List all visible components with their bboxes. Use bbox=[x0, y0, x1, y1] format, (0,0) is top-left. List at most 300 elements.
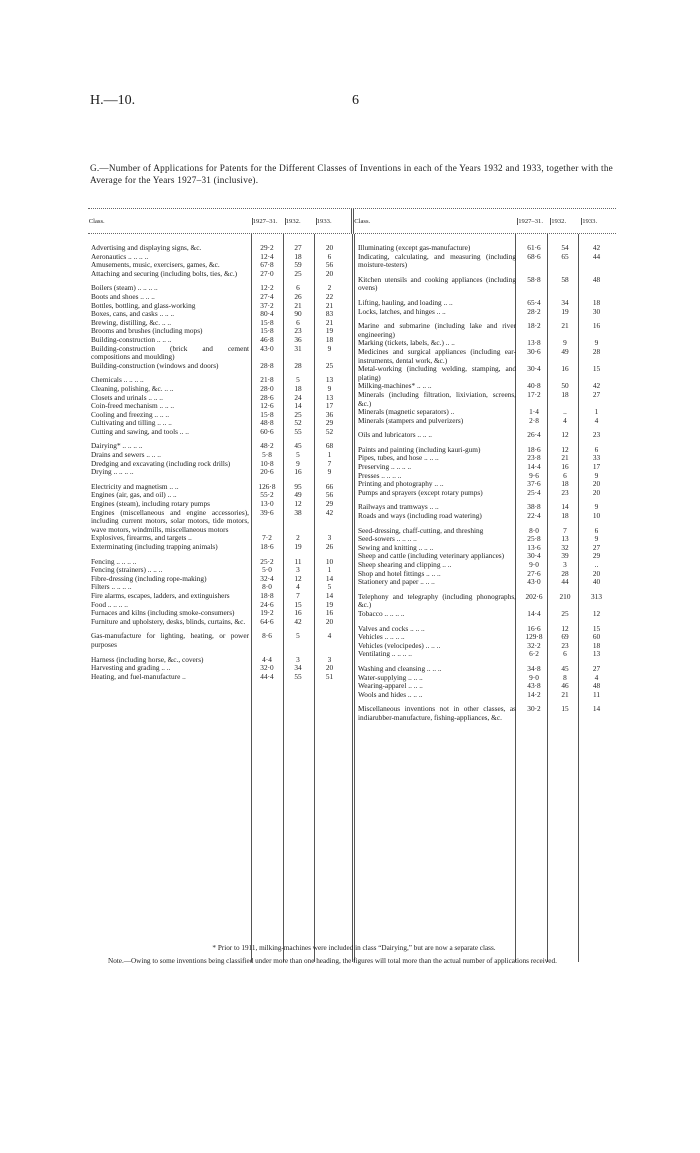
value-1932: 21 bbox=[561, 689, 569, 699]
value-1932: 25 bbox=[294, 268, 302, 278]
value-1933: 16 bbox=[325, 608, 334, 618]
value-1932: 24 bbox=[294, 392, 302, 402]
value-1933: 22 bbox=[325, 291, 334, 301]
value-1932: 18 bbox=[561, 511, 569, 521]
value-1933: 44 bbox=[592, 251, 601, 261]
average-value: 30·2 bbox=[527, 704, 541, 714]
class-name: Seed-sowers .. .. .. .. bbox=[358, 534, 417, 544]
average-value: 15·8 bbox=[260, 317, 274, 327]
value-1933: 20 bbox=[325, 268, 334, 278]
value-1932: 45 bbox=[294, 441, 302, 451]
table-row bbox=[88, 362, 352, 371]
value-1932: 6 bbox=[563, 470, 567, 480]
class-name: Engines (steam), including rotary pumps bbox=[91, 499, 210, 509]
class-name: Heating, and fuel-manufacture .. bbox=[91, 671, 186, 681]
value-1932: 210 bbox=[559, 591, 571, 601]
value-1932: 15 bbox=[294, 599, 302, 609]
value-1932: 19 bbox=[294, 542, 302, 551]
class-name: Fencing (strainers) .. .. .. bbox=[91, 565, 163, 575]
value-1933: 13 bbox=[325, 375, 334, 385]
value-1933: 48 bbox=[592, 681, 601, 691]
value-1933: 83 bbox=[325, 309, 334, 319]
value-1932: 34 bbox=[294, 663, 302, 673]
value-1932: 4 bbox=[563, 415, 567, 425]
value-1933: 9 bbox=[327, 467, 332, 477]
value-1933: 21 bbox=[325, 300, 334, 310]
value-1932: 46 bbox=[561, 681, 569, 691]
class-name: Paints and painting (including kauri-gum) bbox=[358, 444, 481, 454]
value-1933: 15 bbox=[592, 623, 601, 633]
class-name: Vehicles (velocipedes) .. .. .. bbox=[358, 640, 441, 650]
value-1933: 1 bbox=[594, 407, 599, 417]
average-value: 48·8 bbox=[260, 418, 274, 428]
class-name: Wearing-apparel .. .. .. bbox=[358, 681, 423, 691]
value-1933: 4 bbox=[327, 631, 332, 641]
value-1932: 3 bbox=[296, 565, 300, 575]
header-average: 1927–31. bbox=[517, 218, 550, 225]
class-name: Furniture and upholstery, desks, blinds, curtains, &c. bbox=[91, 616, 246, 626]
table-row bbox=[88, 618, 352, 627]
header-1933: 1933. bbox=[316, 218, 350, 225]
average-value: 30·4 bbox=[527, 551, 541, 561]
average-value: 48·2 bbox=[260, 441, 274, 451]
average-value: 6·2 bbox=[529, 649, 539, 659]
value-1932: 28 bbox=[294, 360, 302, 370]
average-value: 129·8 bbox=[525, 632, 543, 642]
value-1933: 14 bbox=[325, 590, 334, 600]
value-1933: 21 bbox=[325, 317, 334, 327]
table-row bbox=[355, 593, 616, 610]
header-class: Class. bbox=[354, 217, 371, 225]
value-1932: 18 bbox=[294, 383, 302, 393]
value-1932: 49 bbox=[561, 346, 569, 356]
average-value: 30·4 bbox=[527, 364, 541, 374]
table-row bbox=[355, 308, 616, 317]
average-value: 65·4 bbox=[527, 297, 541, 307]
table-row bbox=[355, 431, 616, 440]
value-1933: 19 bbox=[325, 326, 334, 336]
average-value: 37·6 bbox=[527, 479, 541, 489]
class-name: Drying .. .. .. .. bbox=[91, 467, 134, 477]
average-value: 5·0 bbox=[262, 565, 272, 575]
value-1933: 40 bbox=[592, 577, 601, 587]
average-value: 30·6 bbox=[527, 346, 541, 356]
value-1932: 16 bbox=[294, 608, 302, 618]
class-name: Minerals (stampers and pulverizers) bbox=[358, 415, 464, 425]
value-1933: 10 bbox=[325, 556, 334, 566]
class-name: Water-supplying .. .. .. bbox=[358, 672, 423, 682]
table-header-row bbox=[88, 208, 616, 234]
class-name: Seed-dressing, chaff-cutting, and threshing bbox=[358, 525, 484, 535]
header-1932: 1932. bbox=[285, 218, 316, 225]
value-1933: 20 bbox=[325, 616, 334, 626]
value-1933: 51 bbox=[325, 671, 334, 681]
average-value: 60·6 bbox=[260, 426, 274, 436]
value-1933: 42 bbox=[592, 381, 601, 391]
table-row bbox=[355, 417, 616, 426]
value-1933: 17 bbox=[592, 462, 601, 472]
class-name: Printing and photography .. .. bbox=[358, 479, 444, 489]
value-1932: 16 bbox=[561, 364, 569, 374]
value-1932: 25 bbox=[561, 608, 569, 618]
average-value: 19·2 bbox=[260, 608, 274, 618]
average-value: 28·8 bbox=[260, 360, 274, 370]
value-1933: 25 bbox=[325, 360, 334, 370]
average-value: 12·6 bbox=[260, 401, 274, 411]
value-1933: 33 bbox=[592, 453, 601, 463]
value-1933: 13 bbox=[325, 392, 334, 402]
table-row bbox=[355, 322, 616, 339]
class-name: Aeronautics .. .. .. .. bbox=[91, 251, 149, 261]
value-1932: 32 bbox=[561, 542, 569, 552]
average-value: 40·8 bbox=[527, 381, 541, 391]
value-1932: 12 bbox=[561, 430, 569, 440]
table-row bbox=[88, 270, 352, 279]
value-1932: 14 bbox=[561, 502, 569, 512]
value-1932: 6 bbox=[563, 649, 567, 659]
average-value: 27·4 bbox=[260, 291, 274, 301]
class-name: Marine and submarine (including lake and river engineering) bbox=[358, 321, 516, 339]
average-value: 126·8 bbox=[258, 481, 276, 491]
footnote-asterisk: * Prior to 1911, milking-machines were included in class “Dairying,” but are now a separate class. bbox=[212, 944, 496, 952]
value-1932: 36 bbox=[294, 334, 302, 344]
value-1932: 3 bbox=[563, 560, 567, 569]
value-1932: 7 bbox=[563, 525, 567, 535]
value-1932: 12 bbox=[294, 499, 302, 509]
average-value: 22·4 bbox=[527, 511, 541, 521]
header-class: Class. bbox=[88, 217, 105, 225]
value-1932: 7 bbox=[296, 590, 300, 600]
average-value: 13·6 bbox=[527, 542, 541, 552]
value-1932: 5 bbox=[296, 450, 300, 460]
class-name: Harvesting and grading .. .. bbox=[91, 663, 171, 673]
value-1932: 49 bbox=[294, 490, 302, 500]
value-1932: 55 bbox=[294, 426, 302, 436]
average-value: 24·6 bbox=[260, 599, 274, 609]
table-row bbox=[355, 578, 616, 587]
value-1933: 11 bbox=[592, 689, 601, 699]
average-value: 44·4 bbox=[260, 671, 274, 681]
average-value: 9·0 bbox=[529, 560, 539, 569]
value-1933: 30 bbox=[592, 306, 601, 316]
average-value: 12·4 bbox=[260, 251, 274, 261]
class-name: Boilers (steam) .. .. .. .. bbox=[91, 283, 158, 293]
average-value: 1·4 bbox=[529, 407, 539, 417]
class-name: Brewing, distilling, &c. .. .. bbox=[91, 317, 172, 327]
value-1933: 3 bbox=[327, 654, 332, 664]
class-name: Preserving .. .. .. .. bbox=[358, 462, 412, 472]
table-row bbox=[355, 391, 616, 408]
value-1933: 5 bbox=[327, 582, 332, 592]
value-1932: 21 bbox=[294, 300, 302, 310]
value-1933: 27 bbox=[592, 542, 601, 552]
value-1932: 39 bbox=[561, 551, 569, 561]
class-name: Boots and shoes .. .. .. bbox=[91, 291, 155, 301]
value-1933: 20 bbox=[592, 487, 601, 497]
class-name: Kitchen utensils and cooking appliances (including ovens) bbox=[358, 274, 516, 293]
table-row bbox=[88, 632, 352, 649]
value-1933: 6 bbox=[594, 444, 599, 454]
value-1932: 12 bbox=[561, 623, 569, 633]
table-title: G.—Number of Applications for Patents for the Different Classes of Inventions in each of the Years 1932 and 1933, together with the Average for the Years 1927–31 (inclusive). bbox=[90, 163, 613, 185]
table-row bbox=[88, 509, 352, 535]
class-name: Locks, latches, and hinges .. .. bbox=[358, 306, 446, 316]
average-value: 25·8 bbox=[527, 534, 541, 544]
average-value: 43·8 bbox=[527, 681, 541, 691]
average-value: 13·0 bbox=[260, 499, 274, 509]
class-name: Cultivating and tilling .. .. .. bbox=[91, 418, 172, 428]
value-1933: 48 bbox=[592, 274, 601, 284]
table-row bbox=[355, 705, 616, 722]
value-1933: 7 bbox=[327, 458, 332, 468]
value-1933: 27 bbox=[592, 663, 601, 673]
class-name: Advertising and displaying signs, &c. bbox=[91, 243, 202, 252]
patents-table bbox=[88, 208, 616, 962]
average-value: 18·6 bbox=[527, 444, 541, 454]
average-value: 32·2 bbox=[527, 640, 541, 650]
class-name: Miscellaneous inventions not in other classes, as indiarubber-manufacture, fishing-appliances, &c. bbox=[358, 704, 516, 722]
average-value: 34·8 bbox=[527, 663, 541, 673]
average-value: 5·8 bbox=[262, 450, 272, 460]
value-1932: 23 bbox=[294, 326, 302, 336]
value-1932: 5 bbox=[296, 631, 300, 641]
class-name: Coin-freed mechanism .. .. .. bbox=[91, 401, 175, 411]
class-name: Lifting, hauling, and loading .. .. bbox=[358, 297, 453, 307]
footnote-note: Note.—Owing to some inventions being classified under more than one heading, the figures will total more than the actual number of applications received. bbox=[108, 957, 557, 965]
table-row bbox=[355, 650, 616, 659]
average-value: 37·2 bbox=[260, 300, 274, 310]
average-value: 8·0 bbox=[262, 582, 272, 592]
value-1933: 42 bbox=[592, 243, 601, 252]
value-1932: 16 bbox=[561, 462, 569, 472]
value-1933: 313 bbox=[591, 591, 602, 601]
class-name: Gas-manufacture for lighting, heating, or power purposes bbox=[91, 631, 249, 649]
value-1932: 2 bbox=[296, 533, 300, 543]
value-1933: 6 bbox=[594, 525, 599, 535]
class-name: Electricity and magnetism .. .. bbox=[91, 481, 179, 491]
value-1932: 23 bbox=[561, 640, 569, 650]
average-value: 25·4 bbox=[527, 487, 541, 497]
class-name: Illuminating (except gas-manufacture) bbox=[358, 243, 471, 252]
value-1933: 27 bbox=[592, 389, 601, 399]
value-1932: 18 bbox=[294, 251, 302, 261]
value-1933: 10 bbox=[592, 511, 601, 521]
table-row bbox=[88, 468, 352, 477]
class-name: Valves and cocks .. .. .. bbox=[358, 623, 425, 633]
average-value: 39·6 bbox=[260, 507, 274, 517]
value-1932: 21 bbox=[561, 321, 569, 331]
header-1932: 1932. bbox=[550, 218, 581, 225]
value-1933: 29 bbox=[592, 551, 601, 561]
average-value: 202·6 bbox=[525, 591, 543, 601]
value-1932: 18 bbox=[561, 479, 569, 489]
value-1933: 29 bbox=[325, 418, 334, 428]
average-value: 29·2 bbox=[260, 243, 274, 252]
value-1933: 4 bbox=[594, 415, 599, 425]
table-row bbox=[88, 673, 352, 682]
value-1933: 20 bbox=[592, 479, 601, 489]
table-row bbox=[88, 543, 352, 552]
class-name: Railways and tramways .. .. bbox=[358, 502, 439, 512]
page-number: 6 bbox=[352, 93, 359, 108]
average-value: 18·6 bbox=[260, 542, 274, 551]
class-name: Harness (including horse, &c., covers) bbox=[91, 654, 204, 664]
value-1932: 28 bbox=[561, 568, 569, 578]
value-1932: 4 bbox=[296, 582, 300, 592]
value-1933: .. bbox=[594, 560, 599, 569]
value-1932: 21 bbox=[561, 453, 569, 463]
value-1932: 26 bbox=[294, 291, 302, 301]
table-row bbox=[355, 253, 616, 270]
average-value: 43·0 bbox=[260, 343, 274, 353]
average-value: 15·8 bbox=[260, 409, 274, 419]
average-value: 26·4 bbox=[527, 430, 541, 440]
value-1932: 95 bbox=[294, 481, 302, 491]
class-name: Washing and cleansing .. .. .. bbox=[358, 663, 442, 673]
average-value: 18·2 bbox=[527, 321, 541, 331]
class-name: Building-construction (windows and doors) bbox=[91, 360, 219, 370]
average-value: 46·8 bbox=[260, 334, 274, 344]
left-column bbox=[88, 234, 352, 962]
value-1933: 4 bbox=[594, 672, 599, 682]
value-1932: 18 bbox=[561, 389, 569, 399]
value-1932: 9 bbox=[296, 458, 300, 468]
value-1932: 19 bbox=[561, 306, 569, 316]
value-1932: 45 bbox=[561, 663, 569, 673]
class-name: Furnaces and kilns (including smoke-consumers) bbox=[91, 608, 235, 618]
value-1933: 68 bbox=[325, 441, 334, 451]
value-1932: 54 bbox=[561, 243, 569, 252]
value-1932: 52 bbox=[294, 418, 302, 428]
class-name: Engines (miscellaneous and engine accessories), including current motors, solar motors, tide motors, wave motors, windmills, miscellaneous motors bbox=[91, 507, 249, 534]
value-1932: 55 bbox=[294, 671, 302, 681]
value-1932: 15 bbox=[561, 704, 569, 714]
value-1932: 6 bbox=[296, 317, 300, 327]
value-1933: 3 bbox=[327, 533, 332, 543]
header-average: 1927–31. bbox=[252, 218, 285, 225]
average-value: 9·6 bbox=[529, 470, 539, 480]
average-value: 64·6 bbox=[260, 616, 274, 626]
average-value: 10·8 bbox=[260, 458, 274, 468]
average-value: 8·0 bbox=[529, 525, 539, 535]
value-1932: 13 bbox=[561, 534, 569, 544]
value-1933: 12 bbox=[592, 608, 601, 618]
value-1933: 9 bbox=[594, 502, 599, 512]
average-value: 14·4 bbox=[527, 462, 541, 472]
average-value: 28·0 bbox=[260, 383, 274, 393]
value-1933: 20 bbox=[325, 663, 334, 673]
value-1933: 42 bbox=[325, 507, 334, 517]
table-row bbox=[355, 512, 616, 521]
average-value: 55·2 bbox=[260, 490, 274, 500]
class-name: Metal-working (including welding, stamping, and plating) bbox=[358, 364, 516, 382]
value-1932: 90 bbox=[294, 309, 302, 319]
class-name: Minerals (including filtration, lixiviation, screens, &c.) bbox=[358, 389, 516, 408]
class-name: Engines (air, gas, and oil) .. .. bbox=[91, 490, 177, 500]
class-name: Tobacco .. .. .. .. bbox=[358, 608, 405, 618]
average-value: 2·8 bbox=[529, 415, 539, 425]
table-row bbox=[355, 691, 616, 700]
value-1932: 42 bbox=[294, 616, 302, 626]
class-name: Oils and lubricators .. .. .. bbox=[358, 430, 432, 440]
value-1932: 23 bbox=[561, 487, 569, 497]
value-1932: 6 bbox=[296, 283, 300, 293]
table-row bbox=[355, 348, 616, 365]
class-name: Indicating, calculating, and measuring (including moisture-testers) bbox=[358, 251, 516, 270]
average-value: 61·6 bbox=[527, 243, 541, 252]
class-name: Bottles, bottling, and glass-working bbox=[91, 300, 196, 310]
value-1933: 18 bbox=[592, 297, 601, 307]
class-name: Roads and ways (including road watering) bbox=[358, 511, 482, 521]
class-name: Dairying* .. .. .. .. bbox=[91, 441, 143, 451]
value-1932: .. bbox=[563, 407, 567, 417]
value-1933: 9 bbox=[594, 470, 599, 480]
average-value: 17·2 bbox=[527, 389, 541, 399]
footnotes bbox=[90, 944, 618, 966]
value-1932: 5 bbox=[296, 375, 300, 385]
class-name: Cleaning, polishing, &c. .. .. bbox=[91, 383, 174, 393]
value-1932: 14 bbox=[294, 401, 302, 411]
average-value: 32·4 bbox=[260, 573, 274, 583]
average-value: 21·8 bbox=[260, 375, 274, 385]
average-value: 68·6 bbox=[527, 251, 541, 261]
value-1933: 52 bbox=[325, 426, 334, 436]
average-value: 25·2 bbox=[260, 556, 274, 566]
class-name: Amusements, music, exercisers, games, &c. bbox=[91, 260, 220, 270]
value-1933: 14 bbox=[325, 573, 334, 583]
value-1932: 59 bbox=[294, 260, 302, 270]
class-name: Marking (tickets, labels, &c.) .. .. bbox=[358, 338, 455, 348]
average-value: 58·8 bbox=[527, 274, 541, 284]
value-1933: 28 bbox=[592, 346, 601, 356]
class-name: Brooms and brushes (including mops) bbox=[91, 326, 203, 336]
class-name: Fibre-dressing (including rope-making) bbox=[91, 573, 207, 583]
value-1933: 66 bbox=[325, 481, 334, 491]
value-1932: 12 bbox=[561, 444, 569, 454]
average-value: 18·8 bbox=[260, 590, 274, 600]
value-1933: 13 bbox=[592, 649, 601, 659]
value-1932: 8 bbox=[563, 672, 567, 682]
value-1933: 2 bbox=[327, 283, 332, 293]
average-value: 8·6 bbox=[262, 631, 272, 641]
value-1933: 14 bbox=[592, 704, 601, 714]
class-name: Fencing .. .. .. .. bbox=[91, 556, 137, 566]
value-1932: 65 bbox=[561, 251, 569, 261]
average-value: 12·2 bbox=[260, 283, 274, 293]
table-row bbox=[355, 610, 616, 619]
value-1933: 19 bbox=[325, 599, 334, 609]
average-value: 67·8 bbox=[260, 260, 274, 270]
average-value: 4·4 bbox=[262, 654, 272, 664]
value-1932: 12 bbox=[294, 573, 302, 583]
class-name: Explosives, firearms, and targets .. bbox=[91, 533, 192, 543]
value-1932: 44 bbox=[561, 577, 569, 587]
table-row bbox=[355, 276, 616, 293]
class-name: Cooling and freezing .. .. .. bbox=[91, 409, 170, 419]
class-name: Presses .. .. .. .. bbox=[358, 470, 402, 480]
value-1933: 36 bbox=[325, 409, 334, 419]
average-value: 28·6 bbox=[260, 392, 274, 402]
class-name: Attaching and securing (including bolts, ties, &c.) bbox=[91, 268, 238, 278]
class-name: Chemicals .. .. .. .. bbox=[91, 375, 144, 385]
class-name: Building-construction .. .. .. bbox=[91, 334, 172, 344]
class-name: Fire alarms, escapes, ladders, and extinguishers bbox=[91, 590, 230, 600]
average-value: 20·6 bbox=[260, 467, 274, 477]
class-name: Sheep shearing and clipping .. .. bbox=[358, 560, 452, 569]
value-1933: 9 bbox=[327, 383, 332, 393]
average-value: 28·2 bbox=[527, 306, 541, 316]
header-1933: 1933. bbox=[581, 218, 615, 225]
